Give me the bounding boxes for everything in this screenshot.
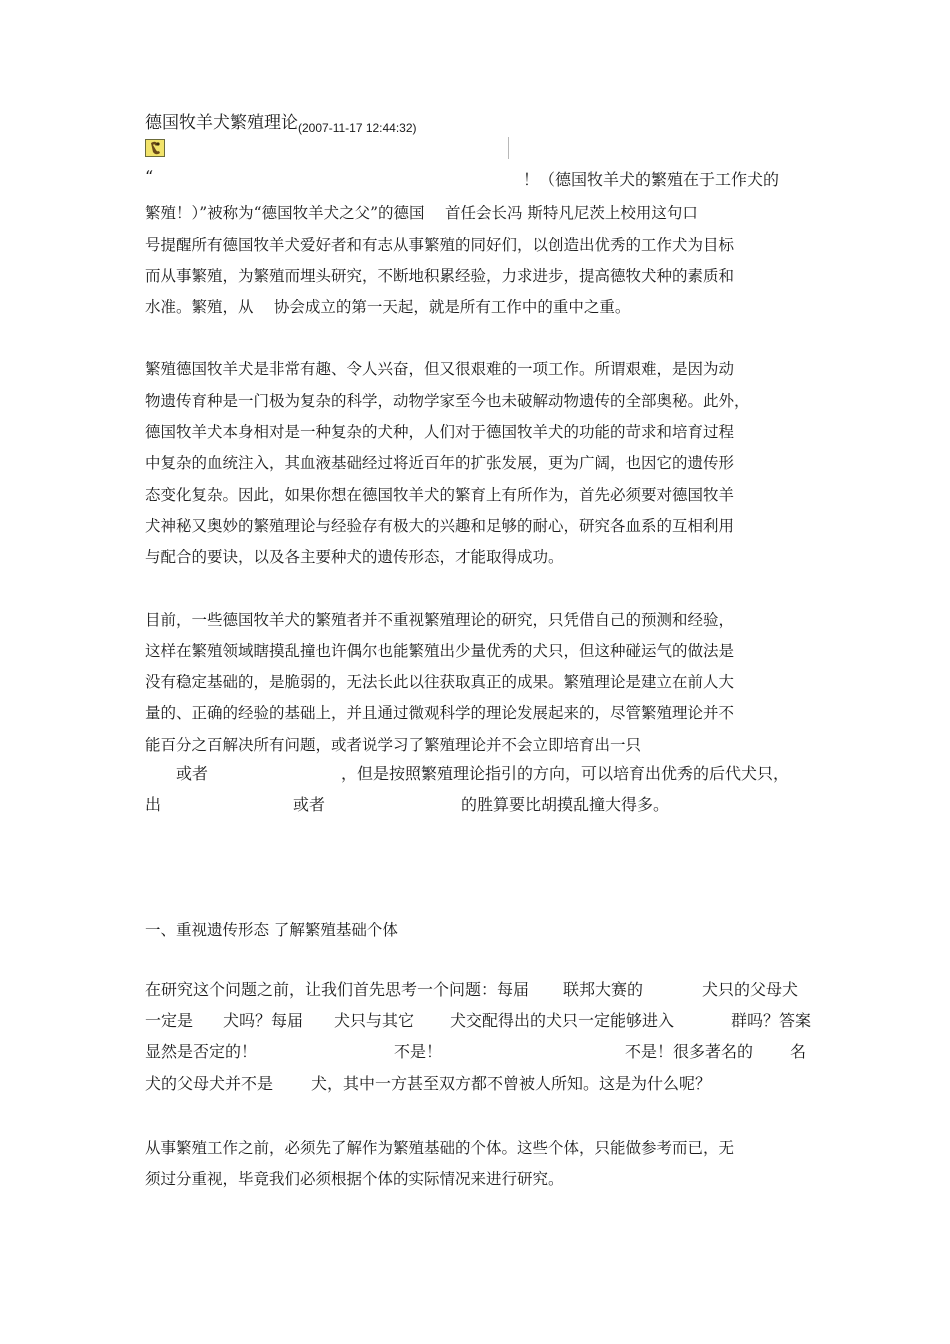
document-icon[interactable] xyxy=(145,139,165,157)
text-segment: 或者 xyxy=(176,764,209,784)
text-segment: 名 xyxy=(790,1042,807,1062)
section-heading: 一、重视遗传形态 了解繁殖基础个体 xyxy=(145,920,398,939)
text-segment: 犬交配得出的犬只一定能够进入 xyxy=(450,1010,675,1030)
text-line: 这样在繁殖领域瞎摸乱撞也许偶尔也能繁殖出少量优秀的犬只，但这种碰运气的做法是 xyxy=(145,641,735,660)
paragraph-2 xyxy=(145,354,810,573)
document-date: (2007-11-17 12:44:32) xyxy=(298,121,417,135)
text-line: 犬神秘又奥妙的繁殖理论与经验存有极大的兴趣和足够的耐心，研究各血系的互相利用 xyxy=(145,516,735,535)
text-line xyxy=(145,1039,810,1070)
text-line xyxy=(145,1071,810,1102)
text-line xyxy=(145,792,810,823)
text-line: 须过分重视，毕竟我们必须根据个体的实际情况来进行研究。 xyxy=(145,1170,564,1189)
text-segment: 不是！很多著名的 xyxy=(625,1042,754,1062)
text-line: 目前，一些德国牧羊犬的繁殖者并不重视繁殖理论的研究，只凭借自己的预测和经验， xyxy=(145,610,735,629)
text-line: 中复杂的血统注入，其血液基础经过将近百年的扩张发展，更为广阔，也因它的遗传形 xyxy=(145,454,735,473)
paragraph-5 xyxy=(145,1133,810,1196)
text-line: 从事繁殖工作之前，必须先了解作为繁殖基础的个体。这些个体，只能做参考而已，无 xyxy=(145,1138,735,1157)
text-segment: 显然是否定的！ xyxy=(145,1042,258,1062)
document-page xyxy=(145,110,810,1195)
icon-row xyxy=(145,137,810,161)
divider xyxy=(508,137,509,159)
text-line xyxy=(145,167,810,198)
text-segment: 的胜算要比胡摸乱撞大得多。 xyxy=(461,795,670,815)
text-segment: 一定是 xyxy=(145,1010,194,1030)
paragraph-1 xyxy=(145,167,810,323)
paragraph-3 xyxy=(145,605,810,824)
text-segment: ！（德国牧羊犬的繁殖在于工作犬的 xyxy=(523,170,780,189)
text-segment: 出 xyxy=(145,795,162,815)
text-segment: 或者 xyxy=(293,795,326,815)
text-segment: 犬的父母犬并不是 xyxy=(145,1073,274,1093)
text-line: 态变化复杂。因此，如果你想在德国牧羊犬的繁育上有所作为，首先必须要对德国牧羊 xyxy=(145,485,735,504)
text-segment: 犬只的父母犬 xyxy=(702,979,799,999)
text-line: 物遗传育种是一门极为复杂的科学，动物学家至今也未破解动物遗传的全部奥秘。此外， xyxy=(145,391,750,410)
paragraph-4 xyxy=(145,977,810,1102)
text-line: 与配合的要诀，以及各主要种犬的遗传形态，才能取得成功。 xyxy=(145,548,564,567)
text-segment: 不是！ xyxy=(394,1042,443,1062)
text-line: 号提醒所有德国牧羊犬爱好者和有志从事繁殖的同好们，以创造出优秀的工作犬为目标 xyxy=(145,235,735,254)
text-line: 量的、正确的经验的基础上，并且通过微观科学的理论发展起来的，尽管繁殖理论并不 xyxy=(145,704,735,723)
text-segment: 犬，其中一方甚至双方都不曾被人所知。这是为什么呢？ xyxy=(311,1073,712,1093)
document-title-line xyxy=(145,110,810,137)
text-segment: 在研究这个问题之前，让我们首先思考一个问题：每届 xyxy=(145,979,530,999)
text-line: 能百分之百解决所有问题，或者说学习了繁殖理论并不会立即培育出一只 xyxy=(145,735,642,754)
text-line: 繁殖！）”被称为“德国牧羊犬之父”的德国 首任会长冯 斯特凡尼茨上校用这句口 xyxy=(145,204,698,223)
text-line: 繁殖德国牧羊犬是非常有趣、令人兴奋，但又很艰难的一项工作。所谓艰难，是因为动 xyxy=(145,360,735,379)
text-segment: ，但是按照繁殖理论指引的方向，可以培育出优秀的后代犬只， xyxy=(341,764,790,784)
text-line: 而从事繁殖，为繁殖而埋头研究，不断地积累经验，力求进步，提高德牧犬种的素质和 xyxy=(145,266,735,285)
text-line xyxy=(145,977,810,1008)
text-segment: 联邦大赛的 xyxy=(563,979,644,999)
text-segment: 犬吗？每届 xyxy=(223,1010,304,1030)
text-line: 水准。繁殖，从 协会成立的第一天起，就是所有工作中的重中之重。 xyxy=(145,298,631,317)
text-line xyxy=(145,1008,810,1039)
text-line: 德国牧羊犬本身相对是一种复杂的犬种，人们对于德国牧羊犬的功能的苛求和培育过程 xyxy=(145,423,735,442)
text-line: 没有稳定基础的，是脆弱的，无法长此以往获取真正的成果。繁殖理论是建立在前人大 xyxy=(145,673,735,692)
text-segment: 群吗？答案 xyxy=(731,1010,812,1030)
text-segment: 犬只与其它 xyxy=(334,1010,415,1030)
text-segment: “ xyxy=(145,167,154,186)
text-line xyxy=(145,761,810,792)
document-title: 德国牧羊犬繁殖理论 xyxy=(145,113,298,133)
